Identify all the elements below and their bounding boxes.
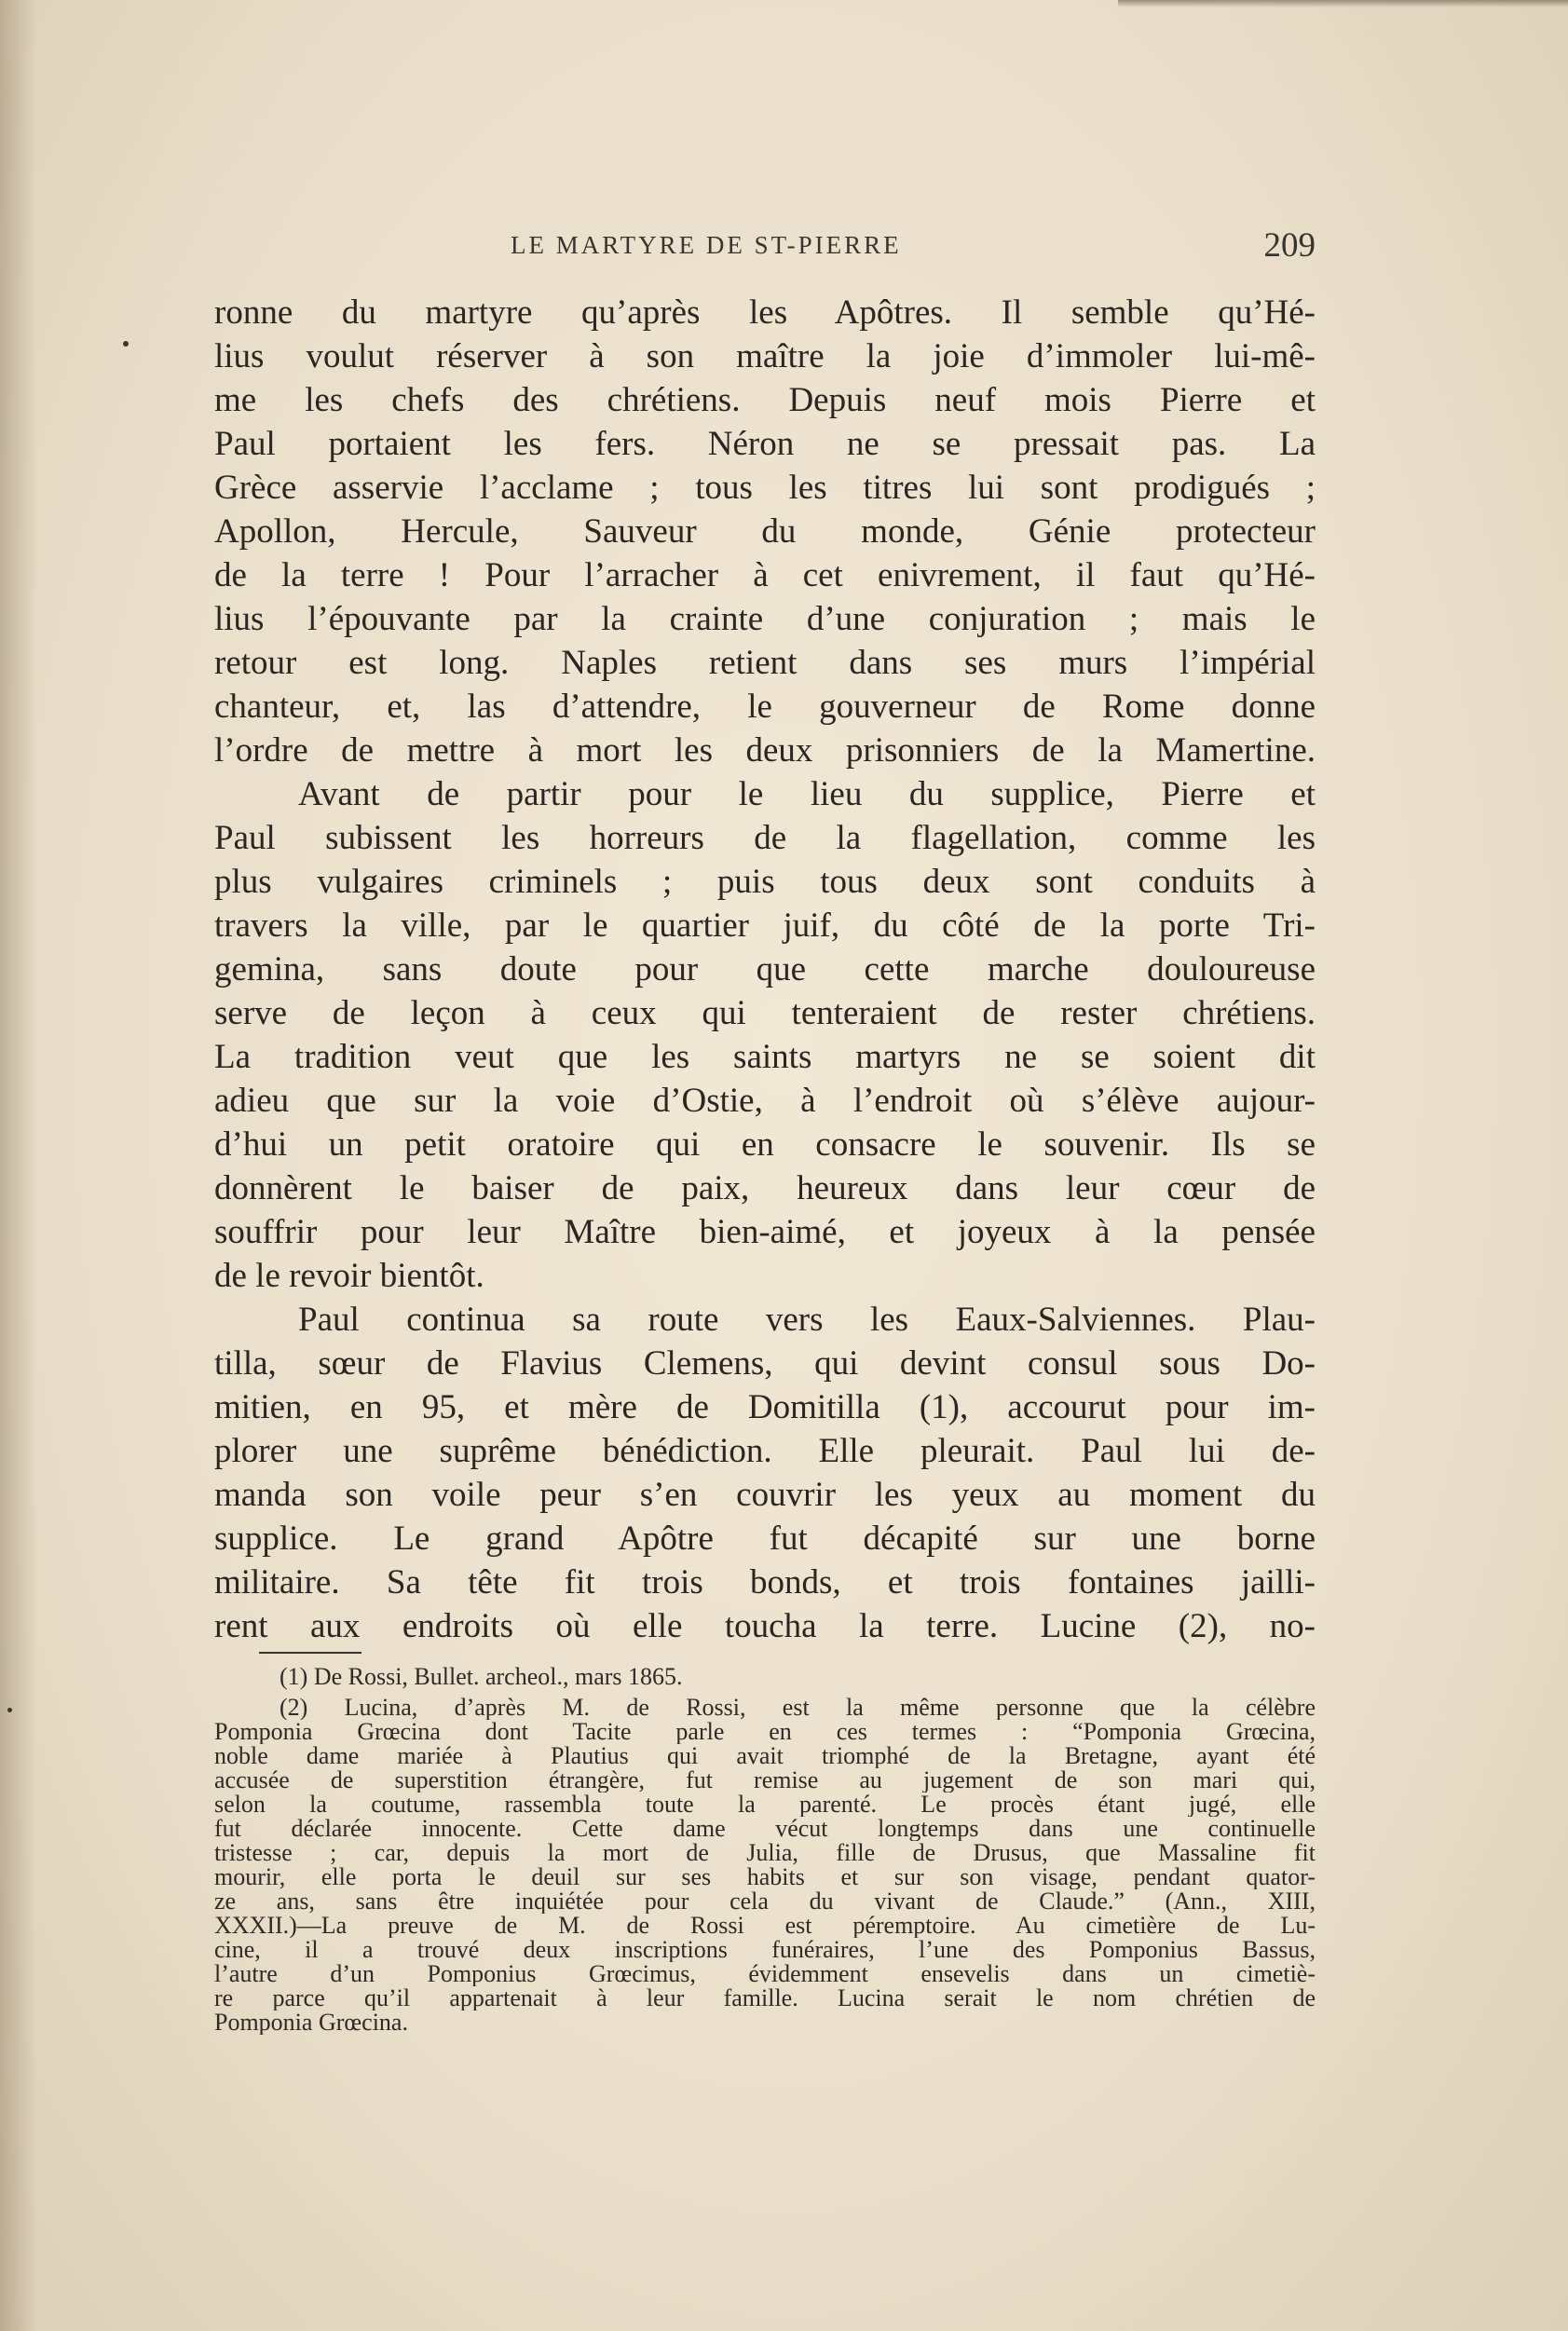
footnote-line: (2) Lucina, d’après M. de Rossi, est la même personne que la célèbre: [280, 1696, 1316, 1720]
body-line: Paul portaient les fers. Néron ne se pressait pas. La: [214, 425, 1316, 463]
footnote-line: accusée de superstition étrangère, fut remise au jugement de son mari qui,: [214, 1768, 1316, 1793]
footnote-line: XXXII.)—La preuve de M. de Rossi est péremptoire. Au cimetière de Lu-: [214, 1914, 1316, 1938]
body-line: rent aux endroits où elle toucha la terre. Lucine (2), no-: [214, 1607, 1316, 1645]
body-line: mitien, en 95, et mère de Domitilla (1), accourut pour im-: [214, 1388, 1316, 1426]
body-line: La tradition veut que les saints martyrs ne se soient dit: [214, 1038, 1316, 1076]
body-line: d’hui un petit oratoire qui en consacre le souvenir. Ils se: [214, 1125, 1316, 1164]
body-line: Paul continua sa route vers les Eaux-Salviennes. Plau-: [298, 1301, 1316, 1339]
body-line: ronne du martyre qu’après les Apôtres. Il semble qu’Hé-: [214, 293, 1316, 332]
footnote-line: Pomponia Grœcina.: [214, 2011, 408, 2035]
top-edge-shadow: [1118, 0, 1568, 7]
body-line: Paul subissent les horreurs de la flagellation, comme les: [214, 819, 1316, 857]
body-line: Avant de partir pour le lieu du supplice, Pierre et: [298, 775, 1316, 813]
body-line: adieu que sur la voie d’Ostie, à l’endroit où s’élève aujour-: [214, 1082, 1316, 1120]
body-line: travers la ville, par le quartier juif, du côté de la porte Tri-: [214, 906, 1316, 945]
page-header: [214, 225, 1316, 272]
footnote-rule: [259, 1652, 361, 1654]
body-line: lius voulut réserver à son maître la joie d’immoler lui-mê-: [214, 337, 1316, 375]
footnote-line: (1) De Rossi, Bullet. archeol., mars 1865.: [280, 1663, 683, 1690]
footnote-line: cine, il a trouvé deux inscriptions funéraires, l’une des Pomponius Bassus,: [214, 1938, 1316, 1962]
ink-speck: [7, 1708, 12, 1712]
page-number: 209: [1263, 226, 1316, 265]
body-line: gemina, sans doute pour que cette marche douloureuse: [214, 950, 1316, 988]
footnotes: [214, 1658, 1316, 2035]
body-line: plus vulgaires criminels ; puis tous deux sont conduits à: [214, 863, 1316, 901]
body-line: donnèrent le baiser de paix, heureux dans leur cœur de: [214, 1169, 1316, 1207]
body-line: Apollon, Hercule, Sauveur du monde, Génie protecteur: [214, 512, 1316, 551]
body-line: militaire. Sa tête fit trois bonds, et trois fontaines jailli-: [214, 1563, 1316, 1602]
binding-shadow: [0, 0, 37, 2331]
body-line: plorer une suprême bénédiction. Elle pleurait. Paul lui de-: [214, 1432, 1316, 1470]
body-line: lius l’épouvante par la crainte d’une conjuration ; mais le: [214, 600, 1316, 638]
body-line: tilla, sœur de Flavius Clemens, qui devint consul sous Do-: [214, 1344, 1316, 1383]
body-line: Grèce asservie l’acclame ; tous les titres lui sont prodigués ;: [214, 469, 1316, 507]
body-line: manda son voile peur s’en couvrir les yeux au moment du: [214, 1476, 1316, 1514]
body-line: serve de leçon à ceux qui tenteraient de rester chrétiens.: [214, 994, 1316, 1032]
body-line: me les chefs des chrétiens. Depuis neuf mois Pierre et: [214, 381, 1316, 419]
footnote-line: tristesse ; car, depuis la mort de Julia, fille de Drusus, que Massaline fit: [214, 1841, 1316, 1865]
ink-speck: [123, 341, 129, 347]
footnote-line: re parce qu’il appartenait à leur famille. Lucina serait le nom chrétien de: [214, 1986, 1316, 2011]
body-line: chanteur, et, las d’attendre, le gouverneur de Rome donne: [214, 688, 1316, 726]
footnote-line: selon la coutume, rassembla toute la parenté. Le procès étant jugé, elle: [214, 1793, 1316, 1817]
footnote-line: Pomponia Grœcina dont Tacite parle en ces termes : “Pomponia Grœcina,: [214, 1720, 1316, 1744]
body-line: souffrir pour leur Maître bien-aimé, et joyeux à la pensée: [214, 1213, 1316, 1251]
body-text: [214, 291, 1316, 1648]
footnote-line: noble dame mariée à Plautius qui avait triomphé de la Bretagne, ayant été: [214, 1744, 1316, 1768]
footnote-line: ze ans, sans être inquiétée pour cela du vivant de Claude.” (Ann., XIII,: [214, 1889, 1316, 1914]
footnote-line: l’autre d’un Pomponius Grœcimus, évidemment ensevelis dans un cimetiè-: [214, 1962, 1316, 1986]
footnote-line: fut déclarée innocente. Cette dame vécut longtemps dans une continuelle: [214, 1817, 1316, 1841]
body-line: l’ordre de mettre à mort les deux prisonniers de la Mamertine.: [214, 731, 1316, 770]
body-line: de le revoir bientôt.: [214, 1257, 484, 1295]
footnote-line: mourir, elle porta le deuil sur ses habits et sur son visage, pendant quator-: [214, 1865, 1316, 1889]
body-line: supplice. Le grand Apôtre fut décapité sur une borne: [214, 1520, 1316, 1558]
body-line: retour est long. Naples retient dans ses murs l’impérial: [214, 644, 1316, 682]
running-head: LE MARTYRE DE ST-PIERRE: [511, 231, 902, 259]
body-line: de la terre ! Pour l’arracher à cet enivrement, il faut qu’Hé-: [214, 556, 1316, 594]
